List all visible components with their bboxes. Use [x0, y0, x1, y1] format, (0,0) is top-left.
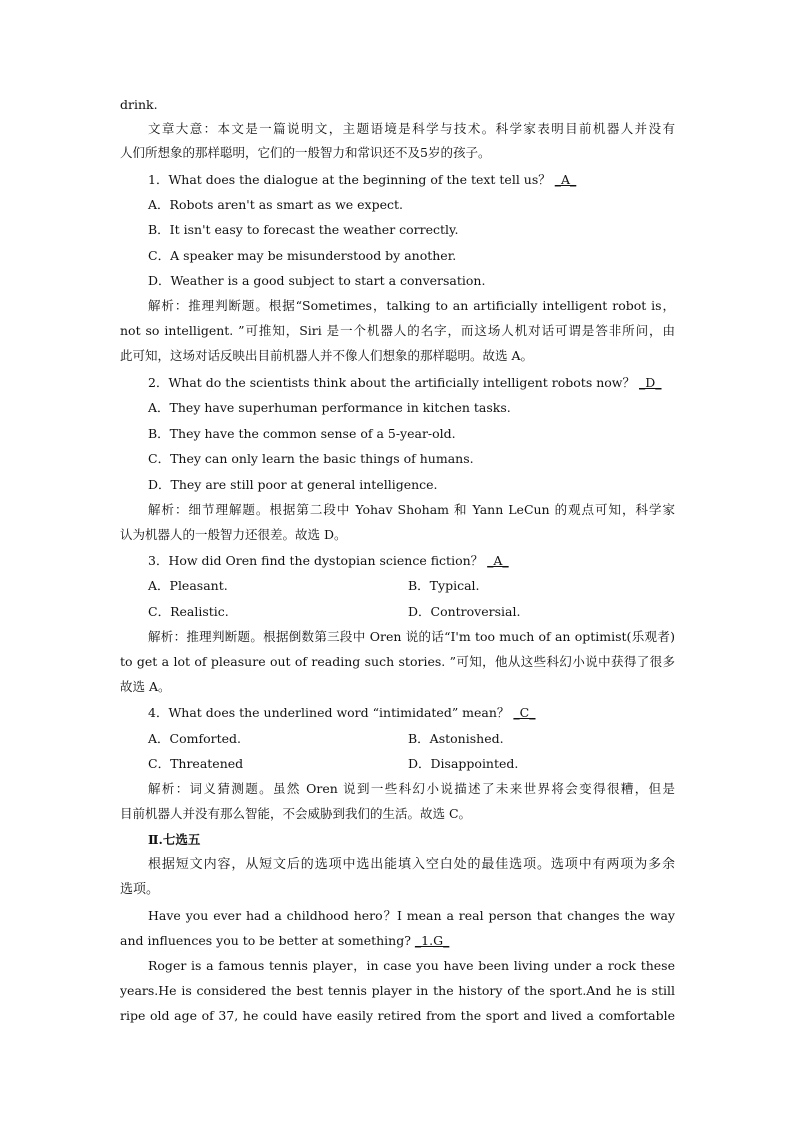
option: A．Robots aren't as smart as we expect. [148, 197, 403, 212]
answer-blank: _A_ [554, 172, 577, 187]
explanation-line: 解析：词义猜测题。虽然 Oren 说到一些科幻小说描述了未来世界将会变得很糟，但是 [148, 781, 675, 796]
option: B．It isn't easy to forecast the weather correctly. [148, 222, 459, 237]
option: D．They are still poor at general intelligence. [148, 477, 438, 492]
question-2: 2．What do the scientists think about the artificially intelligent robots now？ _D_ [148, 375, 662, 390]
option-row [148, 731, 703, 747]
question-4: 4．What does the underlined word “intimidated” mean？ _C_ [148, 705, 536, 720]
instruction-line: 根据短文内容，从短文后的选项中选出能填入空白处的最佳选项。选项中有两项为多余 [148, 857, 675, 872]
explanation-line: 认为机器人的一般智力还很差。故选 D。 [120, 527, 347, 542]
answer-blank: _C_ [513, 705, 536, 720]
option: C．Threatened [148, 756, 244, 771]
option: A．Pleasant. [148, 578, 228, 593]
option-row [148, 578, 703, 594]
option: C．They can only learn the basic things of humans. [148, 451, 474, 466]
answer-blank: _D_ [638, 375, 662, 390]
explanation-line: 此可知，这场对话反映出目前机器人并不像人们想象的那样聪明。故选 A。 [120, 348, 534, 363]
explanation-line: 目前机器人并没有那么智能，不会威胁到我们的生活。故选 C。 [120, 806, 472, 821]
passage-line: Roger is a famous tennis player，in case you have been living under a rock these [148, 958, 675, 973]
question-3: 3．How did Oren find the dystopian science fiction？ _A_ [148, 553, 509, 568]
explanation-line: 解析：推理判断题。根据倒数第三段中 Oren 说的话“I'm too much of an optimist(乐观者) [148, 629, 675, 644]
option: C．A speaker may be misunderstood by another. [148, 248, 457, 263]
option: A．They have superhuman performance in kitchen tasks. [148, 400, 511, 415]
explanation-line: 故选 A。 [120, 679, 171, 694]
passage-line: and influences you to be better at something? _1.G_ [120, 933, 450, 948]
instruction-line: 选项。 [120, 882, 160, 897]
passage-line: ripe old age of 37, he could have easily retired from the sport and lived a comfortable [120, 1008, 675, 1023]
passage-line: years.He is considered the best tennis player in the history of the sport.And he is still [120, 983, 675, 998]
question-1: 1．What does the dialogue at the beginning of the text tell us？ _A_ [148, 172, 577, 187]
option: A．Comforted. [148, 731, 241, 746]
option: B．Typical. [408, 578, 480, 593]
answer-blank: _A_ [487, 553, 509, 568]
option: B．Astonished. [408, 731, 504, 746]
passage-line: Have you ever had a childhood hero？I mean a real person that changes the way [148, 908, 675, 923]
summary-line: 文章大意：本文是一篇说明文，主题语境是科学与技术。科学家表明目前机器人并没有 [148, 121, 675, 136]
option: C．Realistic. [148, 604, 229, 619]
text-line: drink. [120, 97, 158, 112]
section-heading: Ⅱ.七选五 [148, 832, 201, 847]
option: D．Disappointed. [408, 756, 519, 771]
option-row [148, 604, 703, 620]
explanation-line: 解析：细节理解题。根据第二段中 Yohav Shoham 和 Yann LeCun 的观点可知，科学家 [148, 502, 675, 517]
option-row [148, 756, 703, 772]
explanation-line: not so intelligent. ”可推知，Siri 是一个机器人的名字，而这场人机对话可谓是答非所问，由 [120, 323, 675, 338]
explanation-line: 解析：推理判断题。根据“Sometimes，talking to an artificially intelligent robot is， [148, 298, 675, 313]
answer-blank: _1.G_ [414, 933, 450, 948]
option: B．They have the common sense of a 5-year-old. [148, 426, 456, 441]
explanation-line: to get a lot of pleasure out of reading such stories. ”可知，他从这些科幻小说中获得了很多 [120, 654, 675, 669]
option: D．Controversial. [408, 604, 521, 619]
summary-line: 人们所想象的那样聪明，它们的一般智力和常识还不及5岁的孩子。 [120, 145, 491, 160]
option: D．Weather is a good subject to start a conversation. [148, 273, 486, 288]
